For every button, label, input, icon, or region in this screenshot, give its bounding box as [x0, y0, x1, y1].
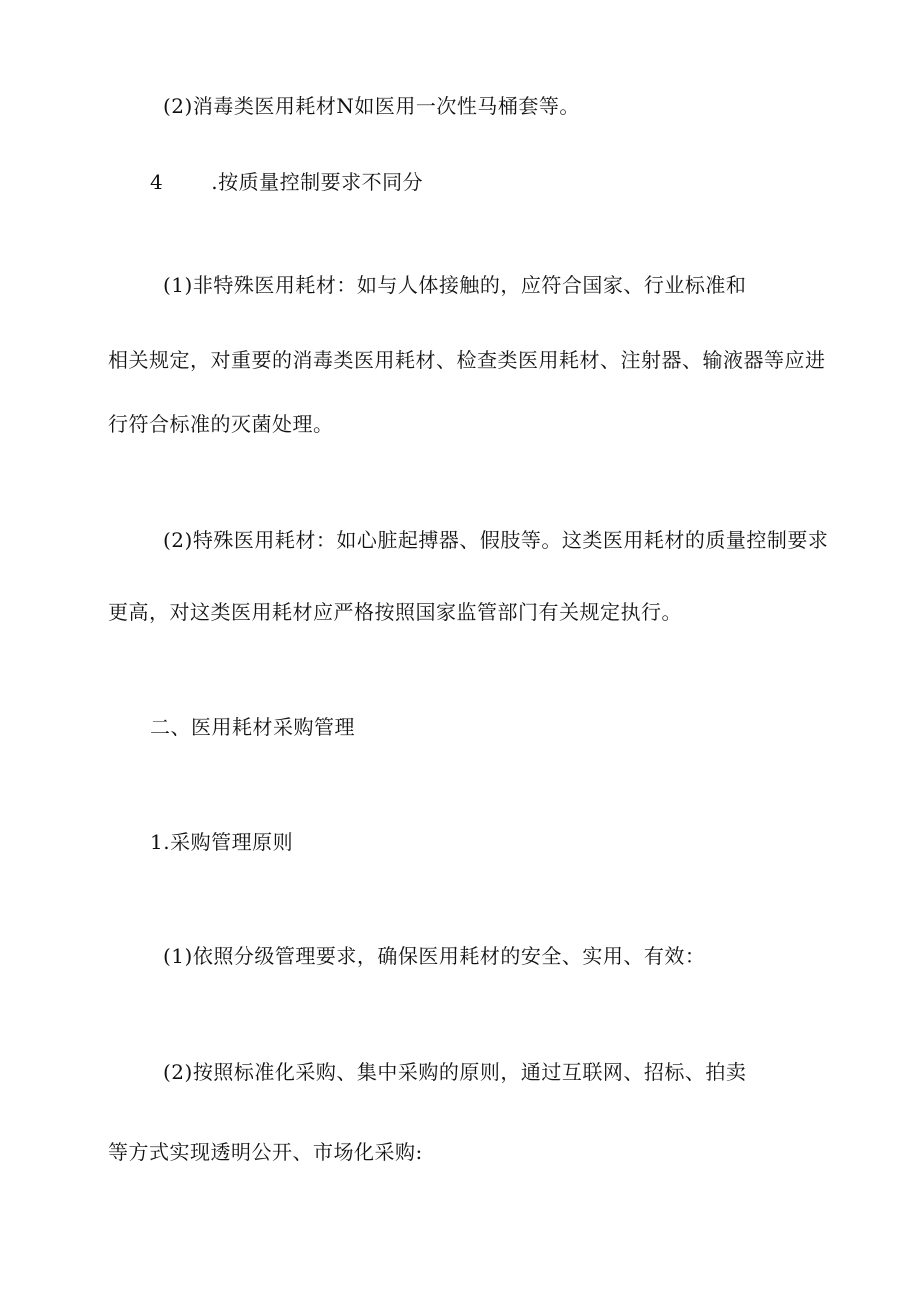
paragraph-graded-management: (1)依照分级管理要求，确保医用耗材的安全、实用、有效： [163, 944, 706, 968]
paragraph-non-special-line-1: (1)非特殊医用耗材：如与人体接触的，应符合国家、行业标准和 [163, 273, 747, 297]
section-heading-procurement: 二、医用耗材采购管理 [150, 715, 355, 739]
heading-text: .按质量控制要求不同分 [211, 170, 424, 194]
paragraph-non-special-line-2: 相关规定，对重要的消毒类医用耗材、检查类医用耗材、注射器、输液器等应进 [108, 348, 826, 372]
heading-quality-control [150, 170, 423, 194]
paragraph-standardized-procurement-line-1: (2)按照标准化采购、集中采购的原则，通过互联网、招标、拍卖 [163, 1060, 747, 1084]
heading-procurement-principles: 1.采购管理原则 [150, 830, 294, 854]
paragraph-standardized-procurement-line-2: 等方式实现透明公开、市场化采购: [108, 1140, 423, 1164]
paragraph-special-line-1: (2)特殊医用耗材：如心脏起搏器、假肢等。这类医用耗材的质量控制要求 [163, 528, 829, 552]
paragraph-non-special-line-3: 行符合标准的灭菌处理。 [108, 412, 334, 436]
paragraph-disinfection-consumables: (2)消毒类医用耗材N如医用一次性马桶套等。 [163, 94, 580, 118]
heading-number: 4 [150, 170, 164, 194]
paragraph-special-line-2: 更高，对这类医用耗材应严格按照国家监管部门有关规定执行。 [108, 600, 682, 624]
